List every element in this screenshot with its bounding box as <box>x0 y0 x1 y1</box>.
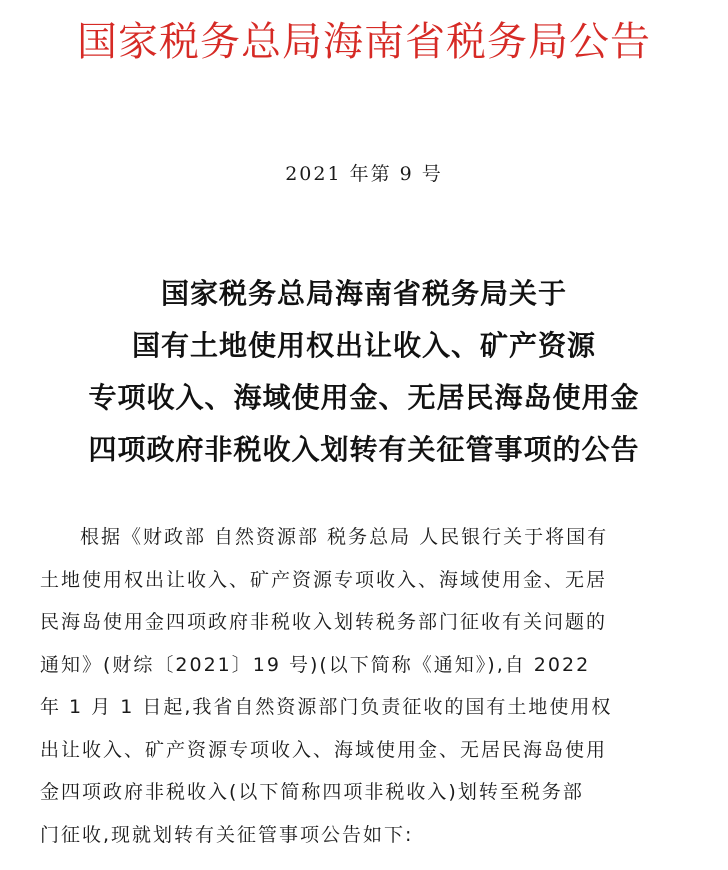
title-line: 国家税务总局海南省税务局关于 <box>160 277 567 310</box>
body-line: 土地使用权出让收入、矿产资源专项收入、海域使用金、无居 <box>40 568 608 591</box>
body-line: 金四项政府非税收入(以下简称四项非税收入)划转至税务部 <box>40 781 584 803</box>
body-line: 根据《财政部 自然资源部 税务总局 人民银行关于将国有 <box>80 526 609 548</box>
body-line: 年 1 月 1 日起,我省自然资源部门负责征收的国有土地使用权 <box>40 696 613 718</box>
body-line: 通知》(财综〔2021〕19 号)(以下简称《通知》),自 2022 <box>40 653 591 676</box>
body-paragraph <box>40 516 690 856</box>
body-line: 民海岛使用金四项政府非税收入划转税务部门征收有关问题的 <box>40 611 608 633</box>
title-line: 国有土地使用权出让收入、矿产资源 <box>131 329 596 362</box>
body-line: 出让收入、矿产资源专项收入、海域使用金、无居民海岛使用 <box>40 738 608 761</box>
body-line: 门征收,现就划转有关征管事项公告如下: <box>40 823 414 846</box>
document-number: 2021 年第 9 号 <box>285 163 443 185</box>
title-line: 四项政府非税收入划转有关征管事项的公告 <box>88 433 640 466</box>
title-line: 专项收入、海域使用金、无居民海岛使用金 <box>88 381 640 414</box>
document-title <box>0 268 728 476</box>
organization-header: 国家税务总局海南省税务局公告 <box>77 19 651 65</box>
